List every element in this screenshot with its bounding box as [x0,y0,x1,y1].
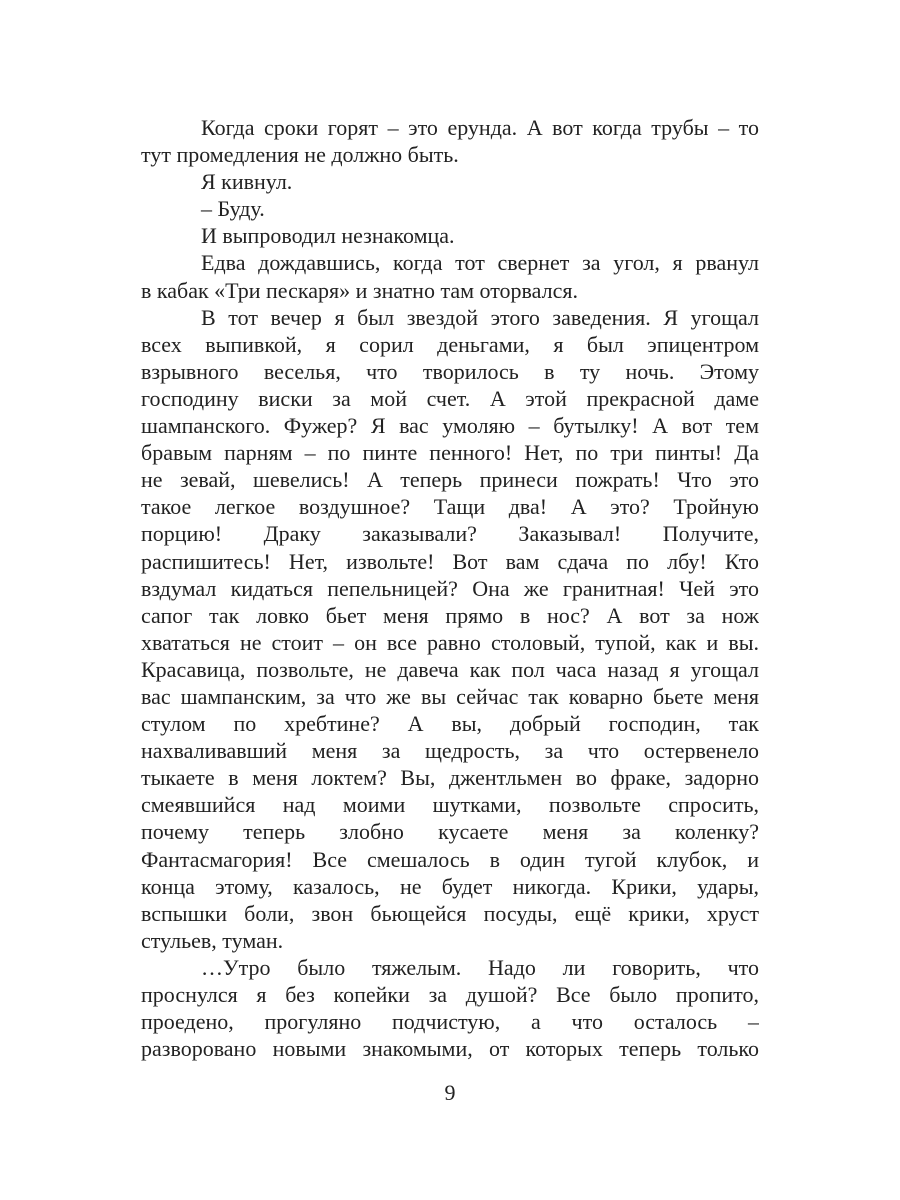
text-line: стулом по хребтине? А вы, добрый господин, так [141,711,759,737]
text-line: нахваливавший меня за щедрость, за что остервенело [141,738,759,764]
text-line: почему теперь злобно кусаете меня за коленку? [141,819,759,845]
text-line: всех выпивкой, я сорил деньгами, я был эпицентром [141,331,759,357]
text-line: Красавица, позвольте, не давеча как пол часа назад я угощал [141,656,759,682]
page-number: 9 [444,1080,456,1105]
page-body-text [141,114,759,1062]
text-line: Едва дождавшись, когда тот свернет за угол, я рванул [201,250,759,276]
text-line: проснулся я без копейки за душой? Все было пропито, [141,982,759,1007]
text-line: В тот вечер я был звездой этого заведения. Я угощал [201,304,759,330]
text-line: хвататься не стоит – он все равно столовый, тупой, как и вы. [141,629,759,655]
text-line: …Утро было тяжелым. Надо ли говорить, что [201,954,759,980]
text-line: шампанского. Фужер? Я вас умоляю – бутылку! А вот тем [141,413,759,439]
text-line: Я кивнул. [201,169,293,195]
text-line: стульев, туман. [141,927,284,953]
text-line: И выпроводил незнакомца. [201,223,455,249]
text-line: вздумал кидаться пепельницей? Она же гранитная! Чей это [141,575,759,601]
text-line: конца этому, казалось, не будет никогда. Крики, удары, [141,873,759,899]
text-line: вас шампанским, за что же вы сейчас так коварно бьете меня [141,683,759,709]
text-line: такое легкое воздушное? Тащи два! А это? Тройную [141,494,759,520]
text-line: вспышки боли, звон бьющейся посуды, ещё крики, хруст [141,900,759,926]
text-line: тыкаете в меня локтем? Вы, джентльмен во фраке, задорно [141,765,759,791]
text-line: взрывного веселья, что творилось в ту ночь. Этому [141,358,759,384]
text-line: не зевай, шевелись! А теперь принеси пожрать! Что это [141,467,759,493]
text-line: сапог так ловко бьет меня прямо в нос? А вот за нож [141,602,759,628]
text-line: бравым парням – по пинте пенного! Нет, по три пинты! Да [141,440,759,466]
text-line: господину виски за мой счет. А этой прекрасной даме [141,385,759,411]
text-line: смеявшийся над моими шутками, позвольте спросить, [141,792,759,818]
text-line: тут промедления не должно быть. [141,142,459,168]
text-line: разворовано новыми знакомыми, от которых теперь только [141,1036,759,1062]
text-line: в кабак «Три пескаря» и знатно там оторвался. [141,277,578,303]
text-line: – Буду. [201,196,265,222]
text-line: проедено, прогуляно подчистую, а что осталось – [141,1009,759,1035]
text-line: распишитесь! Нет, извольте! Вот вам сдача по лбу! Кто [141,548,759,574]
text-line: Фантасмагория! Все смешалось в один тугой клубок, и [141,846,759,872]
text-line: порцию! Драку заказывали? Заказывал! Получите, [141,521,759,547]
text-line: Когда сроки горят – это ерунда. А вот когда трубы – то [201,115,759,140]
